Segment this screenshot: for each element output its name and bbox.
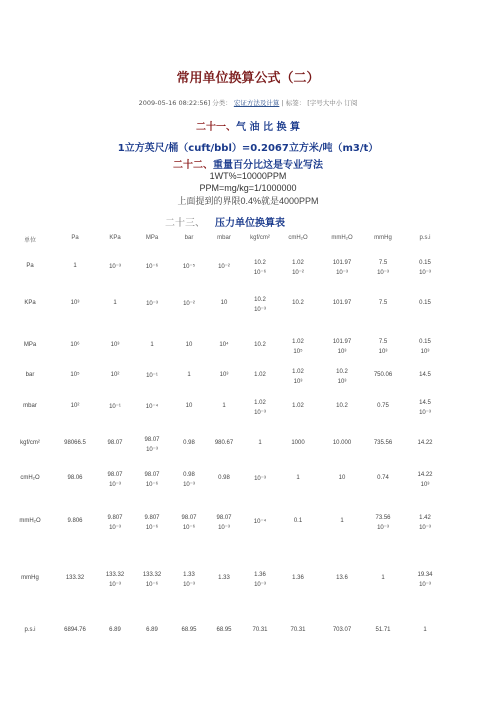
table-cell: 70.31 — [252, 627, 268, 633]
table-cell: 980.67 — [214, 440, 234, 446]
table-header-cell: 单位 — [23, 238, 36, 244]
table-cell: 1.36 — [292, 575, 304, 581]
gas-oil-ratio-formula: 1立方英尺/桶（cuft/bbl）=0.2067立方米/吨（m3/t） — [117, 143, 379, 154]
table-cell: 10⁻⁴ — [145, 404, 159, 410]
row-unit-label: cmH₂O — [20, 475, 40, 481]
category-label: 分类： — [212, 99, 232, 107]
table-cell: 1 — [73, 263, 77, 269]
table-cell: 0.15 — [419, 300, 431, 306]
table-header-cell: Pa — [71, 235, 79, 241]
table-cell: 10⁻³ — [254, 476, 266, 482]
font-size-controls[interactable]: [字号大中小 订阅 — [307, 99, 358, 107]
post-meta: 2009-05-16 08:22:56] 分类： 宏证方法及计算 | 标签： [字号大中小 订阅 — [138, 99, 358, 107]
table-cell: 0.15 10⁻³ — [419, 260, 431, 276]
table-cell: 98.07 — [107, 440, 123, 446]
row-unit-label: kgf/cm² — [20, 440, 40, 446]
category-link[interactable]: 宏证方法及计算 — [233, 99, 280, 107]
table-cell: 1 — [296, 475, 300, 481]
table-header-cell: mmHg — [374, 235, 392, 241]
table-cell: 10⁻⁵ — [182, 264, 196, 270]
table-cell: 10³ — [219, 372, 229, 378]
table-cell: 10⁻⁶ — [145, 264, 159, 270]
table-cell: 10⁶ — [70, 342, 80, 348]
table-cell: 0.15 10³ — [419, 339, 431, 355]
table-cell: 1 — [150, 342, 154, 348]
table-cell: 10³ — [70, 300, 80, 306]
table-cell: 1.33 10⁻³ — [183, 572, 195, 588]
table-cell: 0.98 10⁻³ — [183, 472, 195, 488]
table-cell: 9.806 — [67, 518, 83, 524]
table-cell: 10⁵ — [70, 372, 80, 378]
table-cell: 10.2 — [254, 342, 266, 348]
table-cell: 10.2 — [336, 403, 348, 409]
table-cell: 10² — [110, 372, 120, 378]
tags-label: 标签： — [285, 99, 306, 107]
table-cell: 68.95 — [216, 627, 232, 633]
table-header-cell: mbar — [217, 235, 231, 241]
table-cell: 14.22 — [417, 440, 433, 446]
table-cell: 1 — [340, 518, 344, 524]
table-cell: 133.32 10⁻⁶ — [142, 572, 162, 588]
table-cell: 133.32 10⁻³ — [105, 572, 125, 588]
table-cell: 6.89 — [146, 627, 158, 633]
table-cell: 1.36 10⁻³ — [254, 572, 266, 588]
table-cell: 70.31 — [290, 627, 306, 633]
ppm-definition-line: PPM=mg/kg=1/1000000 — [199, 183, 297, 193]
table-cell: 68.95 — [181, 627, 197, 633]
table-cell: 1.02 — [254, 372, 266, 378]
table-cell: 10⁻³ — [109, 264, 121, 270]
table-cell: 735.56 — [373, 440, 393, 446]
table-cell: 14.5 10⁻³ — [419, 400, 431, 416]
table-cell: 10⁻¹ — [109, 404, 121, 410]
table-cell: 101.97 — [332, 300, 352, 306]
table-cell: 0.98 — [218, 475, 230, 481]
table-cell: 98.06 — [67, 475, 83, 481]
row-unit-label: Pa — [26, 263, 34, 269]
table-cell: 1.02 10⁵ — [292, 339, 304, 355]
table-cell: 9.807 10⁻⁶ — [144, 515, 160, 531]
table-cell: 10⁻¹ — [146, 373, 158, 379]
table-cell: 10.2 10³ — [336, 369, 348, 385]
row-unit-label: mmHg — [21, 575, 39, 581]
table-cell: 1.02 10⁻² — [292, 260, 304, 276]
table-cell: 73.56 10⁻³ — [375, 515, 391, 531]
table-cell: 0.98 — [183, 440, 195, 446]
table-cell: 1 — [258, 440, 262, 446]
table-cell: 6.89 — [109, 627, 121, 633]
table-cell: 10⁻⁴ — [253, 519, 267, 525]
table-cell: 98.07 10⁻³ — [107, 472, 123, 488]
table-cell: 9.807 10⁻³ — [107, 515, 123, 531]
row-unit-label: mbar — [23, 403, 37, 409]
table-cell: 51.71 — [375, 627, 391, 633]
row-unit-label: p.s.i — [24, 627, 36, 633]
section-23-heading: 二十三、 压力单位换算表 — [165, 218, 285, 229]
table-cell: 133.32 — [65, 575, 85, 581]
table-cell: 0.1 — [293, 518, 303, 524]
table-cell: 1 — [423, 627, 427, 633]
table-header-cell: kgf/cm² — [250, 235, 270, 241]
table-cell: 703.07 — [332, 627, 352, 633]
table-cell: 98066.5 — [64, 440, 86, 446]
table-cell: 1 — [222, 403, 226, 409]
table-cell: 10.000 — [332, 440, 352, 446]
table-cell: 10⁻³ — [146, 301, 158, 307]
row-unit-label: bar — [25, 372, 35, 378]
table-header-cell: MPa — [145, 235, 159, 241]
table-cell: 10 — [338, 475, 346, 481]
table-header-cell: bar — [184, 235, 194, 241]
table-cell: 10² — [70, 403, 80, 409]
table-cell: 1.02 10³ — [292, 369, 304, 385]
table-cell: 1 — [113, 300, 117, 306]
table-cell: 0.75 — [377, 403, 389, 409]
table-header-cell: KPa — [109, 235, 121, 241]
page-title: 常用单位换算公式（二） — [176, 71, 320, 86]
table-cell: 1000 — [291, 440, 305, 446]
table-cell: 10.2 — [292, 300, 304, 306]
table-cell: 10.2 10⁻⁶ — [253, 260, 267, 276]
table-cell: 1.42 10⁻³ — [419, 515, 431, 531]
table-cell: 0.74 — [377, 475, 389, 481]
table-cell: 101.97 10³ — [332, 339, 352, 355]
table-cell: 10⁻² — [183, 301, 195, 307]
row-unit-label: KPa — [24, 300, 36, 306]
table-cell: 98.07 10⁻³ — [216, 515, 232, 531]
limit-note-line: 上面提到的界限0.4%就是4000PPM — [177, 196, 319, 206]
table-cell: 1.33 — [218, 575, 230, 581]
table-cell: 98.07 10⁻³ — [144, 437, 160, 453]
table-cell: 13.6 — [336, 575, 348, 581]
table-cell: 98.07 10⁻⁶ — [181, 515, 197, 531]
table-cell: 10⁴ — [219, 342, 229, 348]
table-cell: 14.5 — [419, 372, 431, 378]
table-cell: 10 — [185, 342, 193, 348]
table-cell: 7.5 — [378, 300, 388, 306]
table-cell: 19.34 10⁻³ — [417, 572, 433, 588]
table-cell: 6894.76 — [64, 627, 86, 633]
table-cell: 10³ — [110, 342, 120, 348]
table-cell: 10 — [220, 300, 228, 306]
table-cell: 1.02 — [292, 403, 304, 409]
row-unit-label: mmH₂O — [19, 518, 41, 524]
table-cell: 98.07 10⁻⁶ — [144, 472, 160, 488]
section-21-heading: 二十一、气 油 比 换 算 — [196, 122, 300, 133]
table-cell: 1 — [187, 372, 191, 378]
table-cell: 10.2 10⁻³ — [254, 297, 266, 313]
post-datetime: 2009-05-16 08:22:56] — [138, 99, 211, 107]
row-unit-label: MPa — [23, 342, 37, 348]
table-header-cell: mmH₂O — [331, 235, 353, 241]
section-22-heading: 二十二、重量百分比这是专业写法 — [173, 160, 323, 171]
table-cell: 14.22 10³ — [417, 472, 433, 488]
table-cell: 101.97 10⁻³ — [332, 260, 352, 276]
table-cell: 750.06 — [373, 372, 393, 378]
table-cell: 10⁻² — [218, 264, 230, 270]
table-cell: 7.5 10⁻³ — [377, 260, 389, 276]
table-header-cell: p.s.i — [419, 235, 431, 241]
table-header-cell: cmH₂O — [288, 235, 308, 241]
table-cell: 1 — [381, 575, 385, 581]
wt-ppm-line: 1WT%=10000PPM — [209, 171, 287, 181]
table-cell: 7.5 10³ — [378, 339, 388, 355]
table-cell: 1.02 10⁻³ — [254, 400, 266, 416]
table-cell: 10 — [185, 403, 193, 409]
